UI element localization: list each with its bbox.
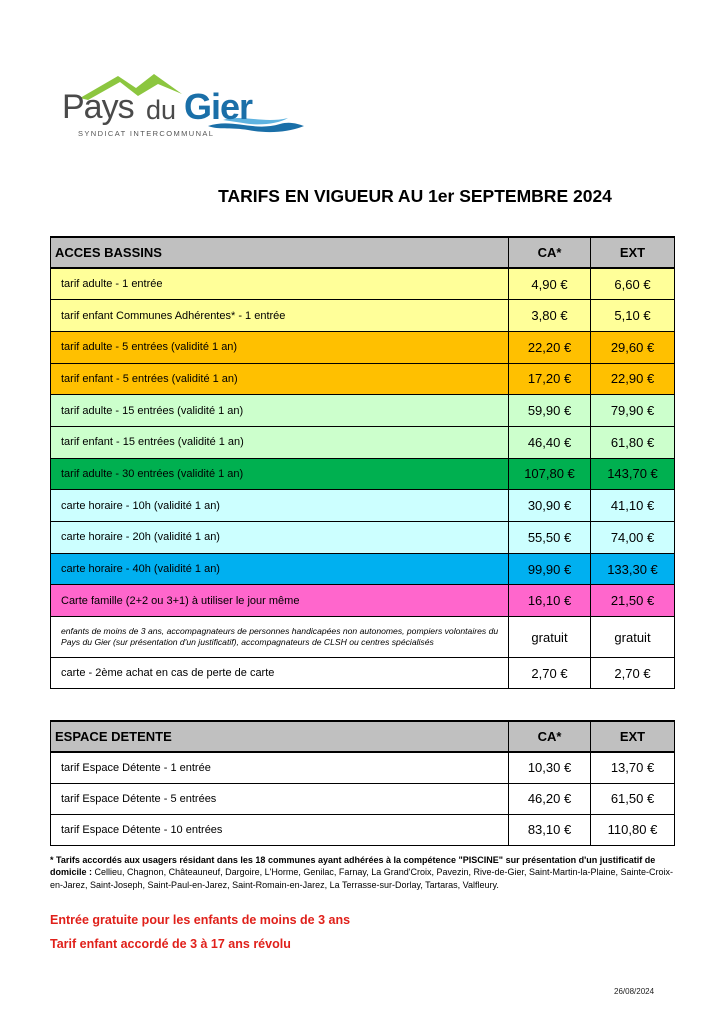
table-row (51, 363, 675, 395)
row-price-ext: 79,90 € (591, 395, 675, 427)
header-ext: EXT (591, 721, 675, 752)
table-row (51, 752, 675, 783)
pays-du-gier-logo (58, 68, 308, 148)
table-header-row (51, 237, 675, 268)
table-row (51, 458, 675, 490)
header-label: ACCES BASSINS (51, 237, 509, 268)
row-price-ca: 16,10 € (509, 585, 591, 617)
row-price-ext: 61,80 € (591, 426, 675, 458)
row-price-ca: 17,20 € (509, 363, 591, 395)
notice-child-rate: Tarif enfant accordé de 3 à 17 ans révolu (50, 937, 291, 951)
row-label: enfants de moins de 3 ans, accompagnateurs de personnes handicapées non autonomes, pompiers volontaires du Pays du Gier (sur présentation d'un justificatif), accompagnateurs de CLSH ou centres spécialisés (51, 617, 509, 658)
footnote-bold: * Tarifs accordés aux usagers résidant dans les 18 communes ayant adhérées à la compétence "PISCINE" sur présentation d'un justificatif de domicile : (50, 855, 656, 878)
header-label: ESPACE DETENTE (51, 721, 509, 752)
row-label: tarif enfant Communes Adhérentes* - 1 entrée (51, 300, 509, 332)
pool-access-table (50, 236, 675, 689)
row-price-ext: 74,00 € (591, 522, 675, 554)
table-row (51, 426, 675, 458)
footnote-communes: Cellieu, Chagnon, Châteauneuf, Dargoire, L'Horme, Genilac, Farnay, La Grand'Croix, Pavezin, Rive-de-Gier, Saint-Martin-la-Plaine, Sainte-Croix-en-Jarez, Saint-Joseph, Saint-Paul-en-Jarez, Saint-Romain-en-Jarez, La Terrasse-sur-Dorlay, Tartaras, Valfleury. (50, 867, 674, 890)
logo-word-pays: Pays (62, 88, 134, 126)
row-price-ca: 59,90 € (509, 395, 591, 427)
row-label: tarif adulte - 15 entrées (validité 1 an) (51, 395, 509, 427)
table-row (51, 522, 675, 554)
page-title: TARIFS EN VIGUEUR AU 1er SEPTEMBRE 2024 (218, 186, 612, 206)
row-price-ext: 22,90 € (591, 363, 675, 395)
row-label: tarif Espace Détente - 5 entrées (51, 783, 509, 814)
table-row (51, 783, 675, 814)
row-price-ca: 46,40 € (509, 426, 591, 458)
row-label: tarif enfant - 15 entrées (validité 1 an) (51, 426, 509, 458)
row-label: carte horaire - 20h (validité 1 an) (51, 522, 509, 554)
row-price-ext: gratuit (591, 617, 675, 658)
table-row (51, 658, 675, 689)
row-price-ext: 29,60 € (591, 331, 675, 363)
row-label: tarif Espace Détente - 10 entrées (51, 814, 509, 845)
table-row (51, 585, 675, 617)
table-row (51, 814, 675, 845)
row-label: tarif adulte - 5 entrées (validité 1 an) (51, 331, 509, 363)
row-price-ca: 83,10 € (509, 814, 591, 845)
row-price-ca: 10,30 € (509, 752, 591, 783)
row-price-ext: 13,70 € (591, 752, 675, 783)
row-label: carte horaire - 10h (validité 1 an) (51, 490, 509, 522)
table-row (51, 617, 675, 658)
row-price-ext: 133,30 € (591, 553, 675, 585)
row-label: tarif Espace Détente - 1 entrée (51, 752, 509, 783)
footnote (50, 854, 680, 891)
logo-word-du: du (146, 95, 177, 125)
row-label: tarif adulte - 1 entrée (51, 268, 509, 300)
row-label: carte - 2ème achat en cas de perte de carte (51, 658, 509, 689)
header-ca: CA* (509, 237, 591, 268)
table-row (51, 331, 675, 363)
logo-word-gier: Gier (184, 86, 253, 127)
relax-area-table (50, 720, 675, 846)
row-label: tarif adulte - 30 entrées (validité 1 an) (51, 458, 509, 490)
row-price-ext: 110,80 € (591, 814, 675, 845)
row-price-ext: 61,50 € (591, 783, 675, 814)
row-price-ca: 99,90 € (509, 553, 591, 585)
row-price-ca: 107,80 € (509, 458, 591, 490)
row-label: Carte famille (2+2 ou 3+1) à utiliser le jour même (51, 585, 509, 617)
document-date: 26/08/2024 (614, 987, 655, 996)
row-price-ext: 143,70 € (591, 458, 675, 490)
row-price-ext: 41,10 € (591, 490, 675, 522)
row-price-ext: 2,70 € (591, 658, 675, 689)
row-price-ca: 30,90 € (509, 490, 591, 522)
table-row (51, 490, 675, 522)
notice-free-under-3: Entrée gratuite pour les enfants de moins de 3 ans (50, 913, 351, 927)
table-row (51, 300, 675, 332)
table-row (51, 268, 675, 300)
table-row (51, 395, 675, 427)
logo-subtitle: SYNDICAT INTERCOMMUNAL (78, 129, 215, 138)
row-price-ca: gratuit (509, 617, 591, 658)
row-price-ext: 5,10 € (591, 300, 675, 332)
row-price-ca: 3,80 € (509, 300, 591, 332)
header-ca: CA* (509, 721, 591, 752)
row-label: carte horaire - 40h (validité 1 an) (51, 553, 509, 585)
row-price-ca: 22,20 € (509, 331, 591, 363)
table-header-row (51, 721, 675, 752)
row-price-ext: 6,60 € (591, 268, 675, 300)
row-label: tarif enfant - 5 entrées (validité 1 an) (51, 363, 509, 395)
row-price-ca: 4,90 € (509, 268, 591, 300)
table-row (51, 553, 675, 585)
row-price-ca: 2,70 € (509, 658, 591, 689)
row-price-ca: 46,20 € (509, 783, 591, 814)
row-price-ext: 21,50 € (591, 585, 675, 617)
header-ext: EXT (591, 237, 675, 268)
row-price-ca: 55,50 € (509, 522, 591, 554)
